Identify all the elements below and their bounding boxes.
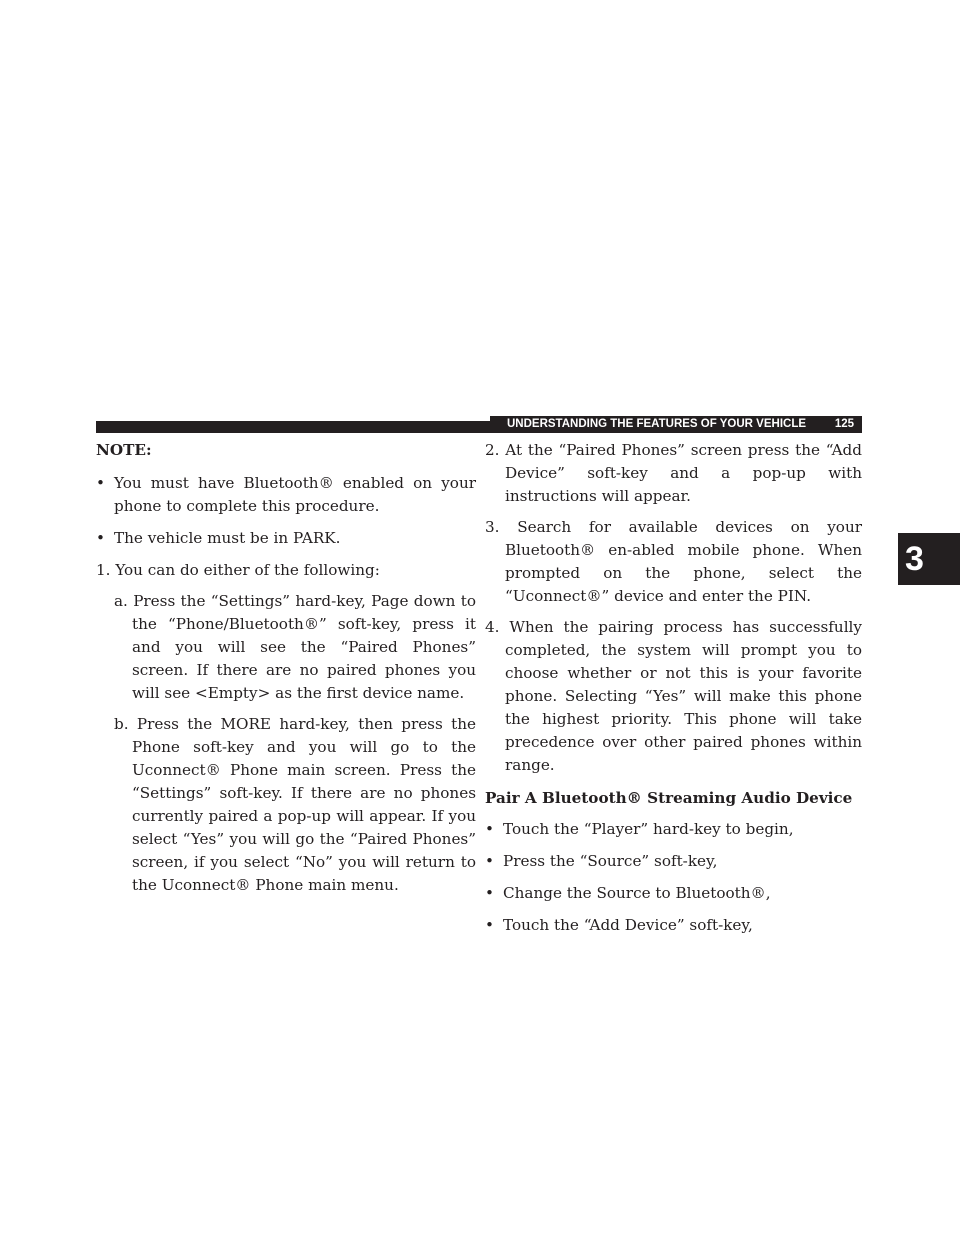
bullet-icon: •: [485, 852, 494, 870]
bullet-icon: •: [96, 474, 105, 492]
bullet-icon: •: [485, 820, 494, 838]
step-1a: a. Press the “Settings” hard-key, Page down to the “Phone/Bluetooth®” soft-key, press it and you will see the “Paired Phones” screen. If there are no paired phones you will see <Empty> as the first device name.: [114, 592, 476, 702]
note-label: NOTE:: [96, 441, 152, 459]
list-item: • Touch the “Player” hard-key to begin,: [485, 818, 862, 841]
right-column: [485, 439, 862, 946]
page-number: 125: [834, 418, 854, 430]
step-2: 2. At the “Paired Phones” screen press the “Add Device” soft-key and a pop-up with instructions will appear.: [485, 441, 862, 505]
header-rule: [96, 421, 490, 433]
chapter-tab: 3: [898, 533, 960, 585]
list-item: • The vehicle must be in PARK.: [96, 527, 476, 550]
running-header: [490, 416, 862, 433]
list-item: • You must have Bluetooth® enabled on your phone to complete this procedure.: [96, 474, 476, 515]
section-title: UNDERSTANDING THE FEATURES OF YOUR VEHICLE: [507, 418, 807, 430]
bullet-icon: •: [485, 916, 494, 934]
section-heading: Pair A Bluetooth® Streaming Audio Device: [485, 789, 853, 807]
step-4: 4. When the pairing process has successfully completed, the system will prompt you to choose whether or not this is your favorite phone. Selecting “Yes” will make this phone the highest priority. This phone will take precedence over other paired phones within range.: [485, 618, 862, 774]
list-item: • Change the Source to Bluetooth®,: [485, 882, 862, 905]
left-column: [96, 439, 476, 905]
step-1b: b. Press the MORE hard-key, then press the Phone soft-key and you will go to the Uconnect® Phone main screen. Press the “Settings” soft-key. If there are no phones currently paired a pop-up will appear. If you select “Yes” you will go the “Paired Phones” screen, if you select “No” you will return to the Uconnect® Phone main menu.: [114, 715, 476, 894]
step-3: 3. Search for available devices on your Bluetooth® en-abled mobile phone. When prompted on the phone, select the “Uconnect®” device and enter the PIN.: [485, 518, 862, 605]
list-item: • Touch the “Add Device” soft-key,: [485, 914, 862, 937]
step-1: 1. You can do either of the following:: [96, 561, 380, 579]
bullet-icon: •: [96, 529, 105, 547]
list-item: • Press the “Source” soft-key,: [485, 850, 862, 873]
bullet-icon: •: [485, 884, 494, 902]
